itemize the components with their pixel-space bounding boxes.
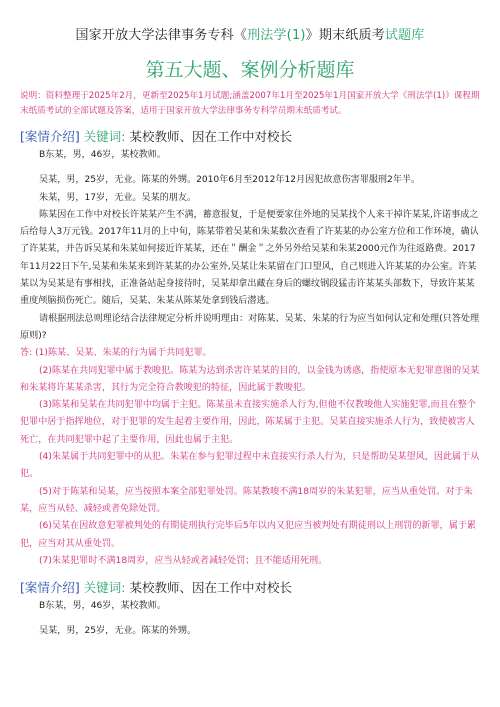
case1-person-1: B东某，男，46岁，某校教师。	[39, 150, 166, 160]
case1-answer-1	[20, 345, 480, 362]
header-course-name: 刑法学(1)	[247, 28, 306, 43]
case1-answer-6: (6)吴某在因故意犯罪被判处的有期徒刑执行完毕后5年以内又犯应当被判处有期徒刑以上刑罚的新罪，属于累犯，应当对其从重处罚。	[20, 521, 476, 549]
case1-story: 陈某因在工作中对校长许某某产生不满，蓄意报复，于是便要家住外地的吴某找个人来干掉许某某,许诺事成之后给每人3万元钱。2017年11月的上中旬，陈某带着吴某和朱某数次查看了许某某的办公室方位和工作环境，确认了许某某，并告诉吴某和朱某如何接近许某某，还在＂酬金＂之外另外给吴某和朱某2000元作为往返路费。2017年11月22日下午,吴某和朱某来到许某某的办公室外,吴某让朱某留在门口望风，自己则进入许某某的办公室。许某某以为吴某是有事相找，正准备站起身接待时，吴某却拿出藏在身后的螺纹钢段猛击许某某头部数下，导致许某某重度颅脑损伤死亡。随后，吴某、朱某从陈某处拿到钱后潜逃。	[20, 209, 479, 307]
case1-answer-4: (4)朱某属于共同犯罪中的从犯。朱某在参与犯罪过程中未直接实行杀人行为，只是帮助吴某望风，因此属于从犯。	[20, 452, 480, 480]
case1-keyword-value: 某校教师、因在工作中对校长	[129, 129, 292, 144]
case1-keyword-label: 关键词:	[83, 129, 126, 144]
header-text-1: 国家开放大学法律事务专科《	[75, 28, 248, 43]
header-text-2: 》期末纸质考	[305, 28, 385, 43]
case1-answer-2: (2)陈某在共同犯罪中属于教唆犯。陈某为达到杀害许某某的目的，以金钱为诱惑，指使原本无犯罪意图的吴某和朱某将许某某杀害，其行为完全符合教唆犯的特征，因此属于教唆犯。	[20, 365, 480, 393]
case1-answer-7: (7)朱某犯罪时不满18周岁，应当从轻或者减轻处罚；且不能适用死刑。	[39, 555, 328, 566]
case1-person-2: 吴某，男，25岁，无业。陈某的外甥。2010年6月至2012年12月因犯故意伤害罪服刑2年半。	[39, 175, 421, 186]
case2-keyword-label: 关键词:	[83, 580, 126, 596]
case2-keyword-value: 某校教师、因在工作中对校长	[129, 580, 292, 596]
case2-person-1: B东某，男，46岁，某校教师。	[39, 601, 166, 612]
header-text-3: 试题库	[384, 28, 425, 43]
case1-label: [案情介绍]	[20, 129, 80, 144]
case1-answer-5: (5)对于陈某和吴某，应当按照本案全部犯罪处罚。陈某教唆不满18周岁的朱某犯罪，应当从重处罚。对于朱某，应当从轻、减轻或者免除处罚。	[20, 486, 473, 514]
case1-heading	[20, 127, 480, 145]
case1-answer-label: 答:	[20, 348, 33, 359]
case1-question: 请根据刑法总则理论结合法律规定分析并说明理由：对陈某、吴某、朱某的行为应当如何认定和处理(只答处理原则)?	[20, 313, 480, 341]
case1-answer-3: (3)陈某和吴某在共同犯罪中均属于主犯。陈某虽未直接实施杀人行为,但他不仅教唆他人实施犯罪,而且在整个犯罪中居于指挥地位，对于犯罪的发生起着主要作用，因此，陈某属于主犯。吴某直接实施杀人行为，致使被害人死亡，在共同犯罪中起了主要作用，因此也属于主犯。	[20, 400, 476, 445]
case2-heading	[20, 578, 480, 596]
case2-label: [案情介绍]	[20, 580, 80, 596]
description-note: 说明：资料整理于2025年2月，更新至2025年1月试题;涵盖2007年1月至2025年1月国家开放大学《刑法学(1)》课程期末纸质考试的全部试题及答案，适用于国家开放大学法律事务专科学员期末纸质考试。	[20, 91, 480, 116]
case1-person-3: 朱某，男，17岁，无业。吴某的朋友。	[39, 192, 197, 203]
case2-person-2: 吴某，男，25岁，无业。陈某的外甥。	[39, 626, 197, 637]
section-title: 第五大题、案例分析题库	[145, 59, 355, 81]
case1-answer-1-text: (1)陈某、吴某、朱某的行为属于共同犯罪。	[35, 348, 212, 359]
document-header	[20, 0, 480, 43]
